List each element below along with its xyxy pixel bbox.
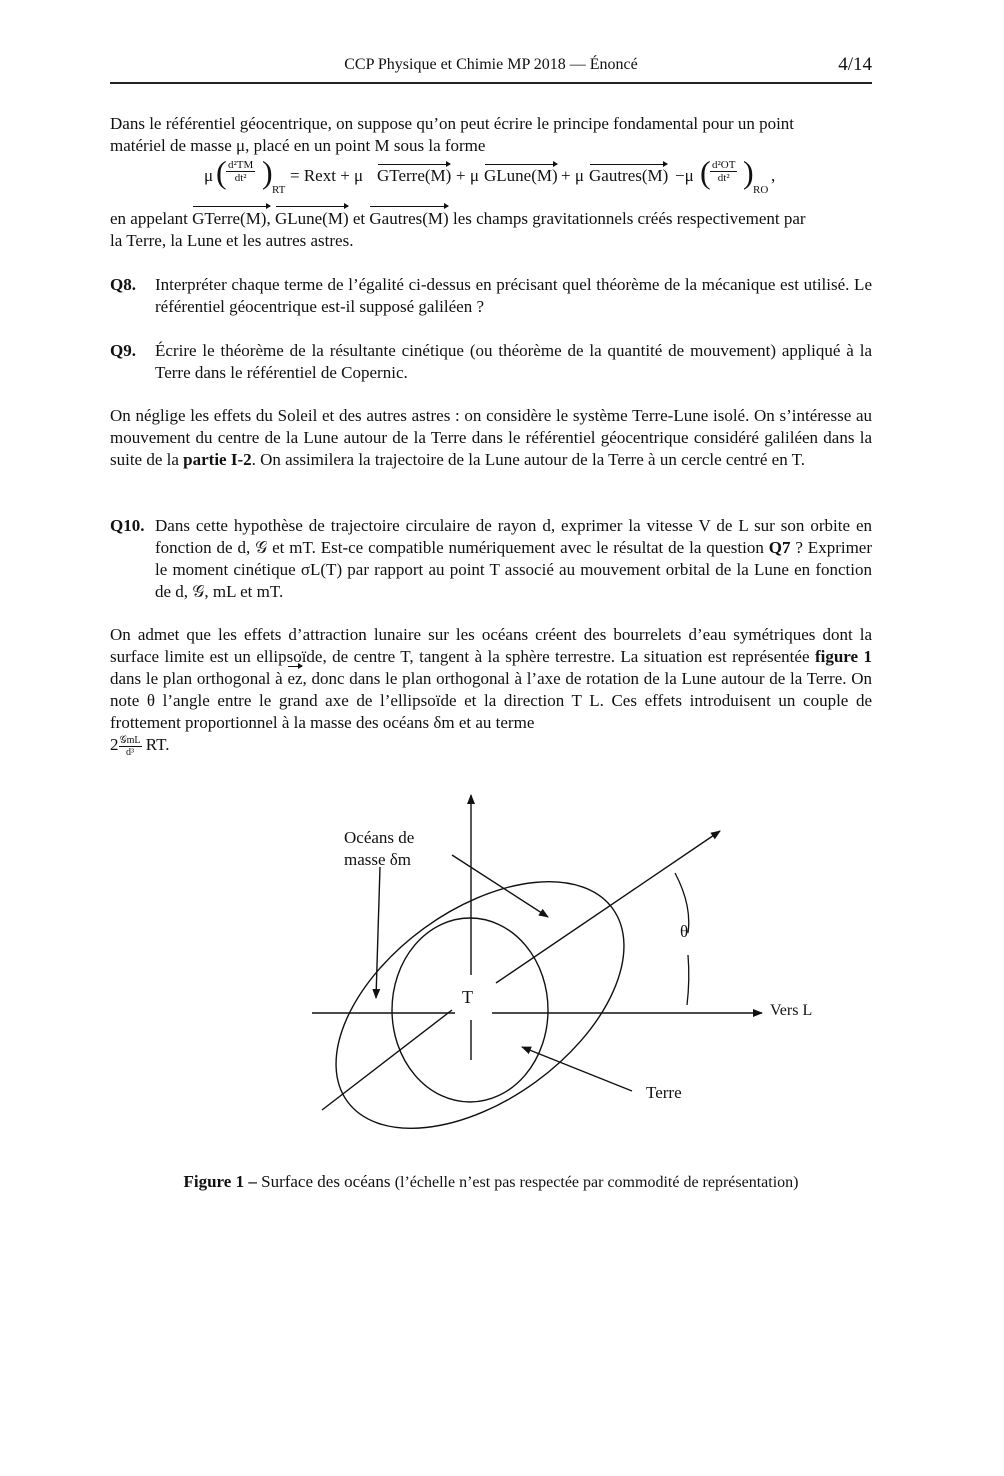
label-T: T (462, 987, 473, 1007)
major-axis-lower (322, 1010, 452, 1110)
eq-paren-open-2: ( (700, 154, 711, 190)
paragraph-2 (110, 405, 872, 471)
vec-g2: GLune(M) (274, 209, 349, 228)
page-number: 4/14 (838, 54, 872, 75)
label-oceans-2: masse δm (344, 850, 412, 869)
caption-small: (l’échelle n’est pas respectée par commodité de représentation) (394, 1174, 799, 1191)
equation (200, 152, 800, 200)
label-oceans-1: Océans de (344, 828, 415, 847)
intro-line-2: matériel de masse μ, placé en un point M sous la forme (110, 136, 486, 155)
para3-bold: figure 1 (814, 647, 872, 666)
intro-paragraph (110, 113, 872, 157)
eq-plus2: + μ (561, 166, 584, 185)
eq-lhs-den: dt² (234, 172, 247, 184)
eq-lhs-num: d²TM (228, 159, 254, 171)
eq-rhs-fraction (710, 159, 737, 184)
ocean-ellipse (300, 832, 669, 1160)
eq-paren-open: ( (216, 154, 227, 190)
label-vers-L: Vers L (770, 1002, 813, 1019)
para3-term-den: d³ (126, 746, 134, 758)
vec-g1: GTerre(M), (192, 209, 271, 228)
q9-label: Q9. (110, 341, 136, 360)
label-theta: θ (680, 922, 689, 941)
para2-bold: partie I-2 (183, 450, 252, 469)
para3-part-2: dans le plan orthogonal à (110, 669, 283, 688)
eq-ref-O: RO (753, 184, 769, 196)
paragraph-3 (110, 624, 872, 758)
vec-g-terre: GTerre(M) (377, 166, 452, 185)
oceans-arrow-diagonal (452, 855, 548, 917)
after-eq-prefix: en appelant (110, 209, 188, 228)
eq-plus1: + μ (456, 166, 479, 185)
para2-text-a: On néglige les effets du Soleil et des autres astres : on considère le système Terre-Lune isolé. On s’intéresse au mouvement du centre de la Lune autour de la Terre dans le référentiel géocentrique considéré galiléen dans la suite de la (110, 406, 872, 469)
eq-mu: μ (204, 166, 214, 185)
header-title: CCP Physique et Chimie MP 2018 — Énoncé (344, 56, 638, 73)
question-q10 (110, 515, 872, 603)
page-header (110, 52, 872, 84)
eq-g-terre (377, 166, 451, 186)
eq-minus: −μ (675, 166, 694, 185)
caption-text: Surface des océans (261, 1172, 391, 1191)
label-terre: Terre (646, 1083, 682, 1102)
eq-g-lune (484, 166, 558, 186)
after-eq-et: et (352, 209, 366, 228)
eq-ref-T: RT (272, 184, 286, 196)
after-eq-line-2: la Terre, la Lune et les autres astres. (110, 231, 354, 250)
para3-term-fraction (119, 735, 142, 758)
q10-text (155, 515, 872, 603)
para3-term-prefix: 2 (110, 735, 119, 754)
question-q9 (110, 340, 872, 384)
q10-label: Q10. (110, 516, 145, 535)
terre-arrow (522, 1047, 632, 1091)
eq-g-autres (589, 166, 668, 186)
eq-rhs-den: dt² (717, 172, 730, 184)
para3-term-suffix: RT. (145, 735, 170, 754)
eq-term1: = Rext + μ (290, 166, 364, 185)
eq-rhs-num: d²OT (712, 159, 736, 171)
theta-arc-lower (687, 955, 689, 1005)
eq-paren-close-2: ) (743, 154, 754, 190)
para3-part-3: , donc dans le plan orthogonal à l’axe de rotation de la Lune autour de la Terre. On note θ l’angle entre le grand axe de l’ellipsoïde et la direction T L. Ces effets introduisent un couple de frottement proportionnel à la masse des océans δm et au terme (110, 669, 873, 732)
eq-comma: , (771, 166, 776, 185)
q10-bold: Q7 (768, 538, 791, 557)
eq-paren-close: ) (262, 154, 273, 190)
major-axis-upper (496, 831, 720, 983)
vec-g-lune: GLune(M) (484, 166, 558, 185)
q9-text: Écrire le théorème de la résultante cinétique (ou théorème de la quantité de mouvement) appliqué à la Terre dans le référentiel de Copernic. (155, 341, 872, 382)
oceans-arrow-down (376, 867, 380, 998)
question-q8 (110, 274, 872, 318)
vec-ez: ez (287, 669, 303, 688)
vec-g-autres: Gautres(M) (589, 166, 669, 185)
intro-line-1: Dans le référentiel géocentrique, on suppose qu’on peut écrire le principe fondamental pour un point (110, 114, 795, 133)
eq-lhs-fraction (226, 159, 255, 184)
q8-label: Q8. (110, 275, 136, 294)
para3-part-1: On admet que les effets d’attraction lunaire sur les océans créent des bourrelets d’eau symétriques dont la surface limite est un ellipsoïde, de centre T, tangent à la sphère terrestre. La situation est représentée (110, 625, 872, 666)
q8-text: Interpréter chaque terme de l’égalité ci-dessus en précisant quel théorème de la mécanique est utilisé. Le référentiel géocentrique est-il supposé galiléen ? (155, 275, 872, 316)
caption-bold: Figure 1 – (183, 1172, 257, 1191)
vec-g3: Gautres(M) (369, 209, 449, 228)
after-equation-paragraph (110, 208, 872, 252)
figure-caption (110, 1172, 872, 1192)
para3-term-num: 𝒢mL (119, 734, 141, 746)
para2-text-b: . On assimilera la trajectoire de la Lune autour de la Terre à un cercle centré en T. (251, 450, 806, 469)
after-eq-suffix: les champs gravitationnels créés respectivement par (452, 209, 806, 228)
q10-part-1: Dans cette hypothèse de trajectoire circulaire de rayon d, exprimer la vitesse V de L sur son orbite en fonction de d, 𝒢 et mT. Est-ce compatible numériquement avec le résultat de la question (155, 516, 872, 557)
earth-circle (392, 918, 548, 1102)
q10-part-2: ? Exprimer le moment cinétique σL(T) par rapport au point T associé au mouvement orbital de la Lune en fonction de d, 𝒢, mL et mT. (155, 538, 873, 601)
